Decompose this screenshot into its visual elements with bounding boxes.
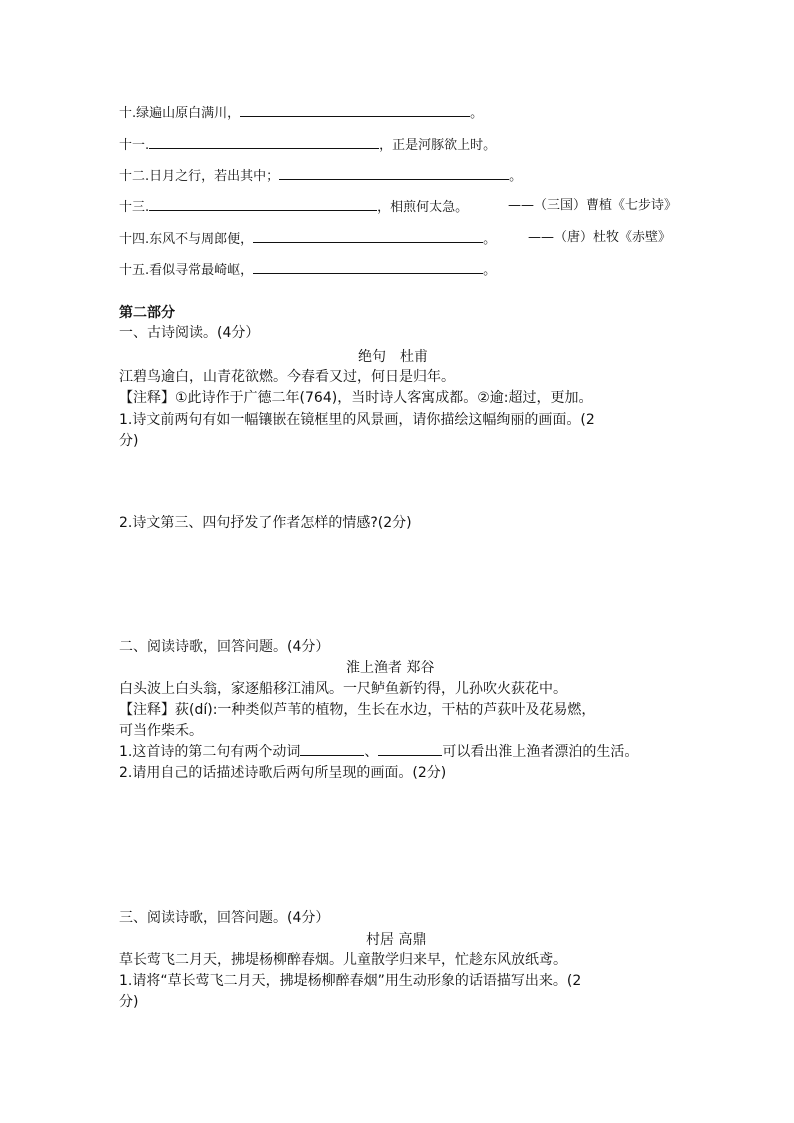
- poem-text: 江碧鸟逾白，山青花欲燃。今春看又过，何日是归年。: [119, 369, 455, 385]
- fill-in-prompt: 十三.: [119, 200, 150, 215]
- sub-question: 1.诗文前两句有如一幅镶嵌在镜框里的风景画，请你描绘这幅绚丽的画面。(2: [119, 412, 595, 428]
- poem-title: 绝句 杜甫: [358, 349, 428, 365]
- sub-question: [119, 742, 638, 762]
- attribution: ——（三国）曹植《七步诗》: [508, 198, 678, 213]
- sub-question: 2.请用自己的话描述诗歌后两句所呈现的画面。(2分): [119, 765, 447, 781]
- poem-title: 村居 高鼎: [366, 932, 427, 948]
- fill-in-prompt: 十二.日月之行，若出其中；: [119, 169, 280, 184]
- question-heading: 三、阅读诗歌，回答问题。(4分）: [119, 910, 330, 926]
- fill-in-suffix: ，正是河豚欲上时。: [379, 138, 497, 153]
- fill-in-suffix: ，相煎何太急。: [377, 200, 469, 215]
- fill-in-item-14: [119, 229, 496, 249]
- fill-in-suffix: 。: [483, 232, 497, 247]
- fill-in-suffix: 。: [509, 169, 523, 184]
- answer-blank[interactable]: [300, 742, 364, 756]
- fill-in-item-11: [119, 135, 496, 155]
- answer-blank[interactable]: [149, 197, 377, 211]
- sub-question-cont: 分): [119, 433, 139, 449]
- sub-question: 1.请将“草长莺飞二月天，拂堤杨柳醉春烟”用生动形象的话语描写出来。(2: [119, 973, 582, 989]
- sub-question: 2.诗文第三、四句抒发了作者怎样的情感?(2分): [119, 515, 412, 531]
- question-heading: 一、古诗阅读。(4分）: [119, 325, 260, 341]
- poem-title: 淮上渔者 郑谷: [346, 660, 435, 676]
- annotation-note: 【注释】荻(dí):一种类似芦苇的植物，生长在水边，干枯的芦荻叶及花易燃，: [119, 702, 596, 718]
- question-heading: 二、阅读诗歌，回答问题。(4分）: [119, 639, 330, 655]
- attribution: ——（唐）杜牧《赤壁》: [528, 230, 672, 245]
- fill-in-suffix: 。: [470, 106, 484, 121]
- section-heading: 第二部分: [119, 305, 175, 321]
- fill-in-suffix: 。: [483, 263, 497, 278]
- answer-blank[interactable]: [149, 135, 379, 149]
- fill-in-item-12: [119, 166, 522, 186]
- answer-blank[interactable]: [253, 229, 483, 243]
- answer-blank[interactable]: [253, 260, 483, 274]
- fill-in-prompt: 十五.看似寻常最崎岖，: [119, 263, 254, 278]
- answer-blank[interactable]: [240, 103, 470, 117]
- annotation-note: 【注释】①此诗作于广德二年(764)，当时诗人客寓成都。②逾:超过，更加。: [119, 390, 593, 406]
- answer-blank[interactable]: [378, 742, 442, 756]
- fill-in-prompt: 十.绿遍山原白满川，: [119, 106, 241, 121]
- sub-question-text: 1.这首诗的第二句有两个动词: [119, 744, 301, 760]
- fill-in-prompt: 十四.东风不与周郎便，: [119, 232, 254, 247]
- answer-blank[interactable]: [279, 166, 509, 180]
- poem-text: 白头波上白头翁，家逐船移江浦风。一尺鲈鱼新钓得，儿孙吹火荻花中。: [119, 681, 567, 697]
- sub-question-cont: 分): [119, 994, 139, 1010]
- poem-text: 草长莺飞二月天，拂堤杨柳醉春烟。儿童散学归来早，忙趁东风放纸鸢。: [119, 952, 567, 968]
- annotation-note-cont: 可当作柴禾。: [119, 723, 203, 739]
- fill-in-item-13: [119, 197, 468, 217]
- sub-question-text: 可以看出淮上渔者漂泊的生活。: [442, 744, 639, 760]
- fill-in-item-15: [119, 260, 496, 280]
- fill-in-prompt: 十一.: [119, 138, 150, 153]
- separator: 、: [364, 744, 379, 760]
- fill-in-item-10: [119, 103, 483, 123]
